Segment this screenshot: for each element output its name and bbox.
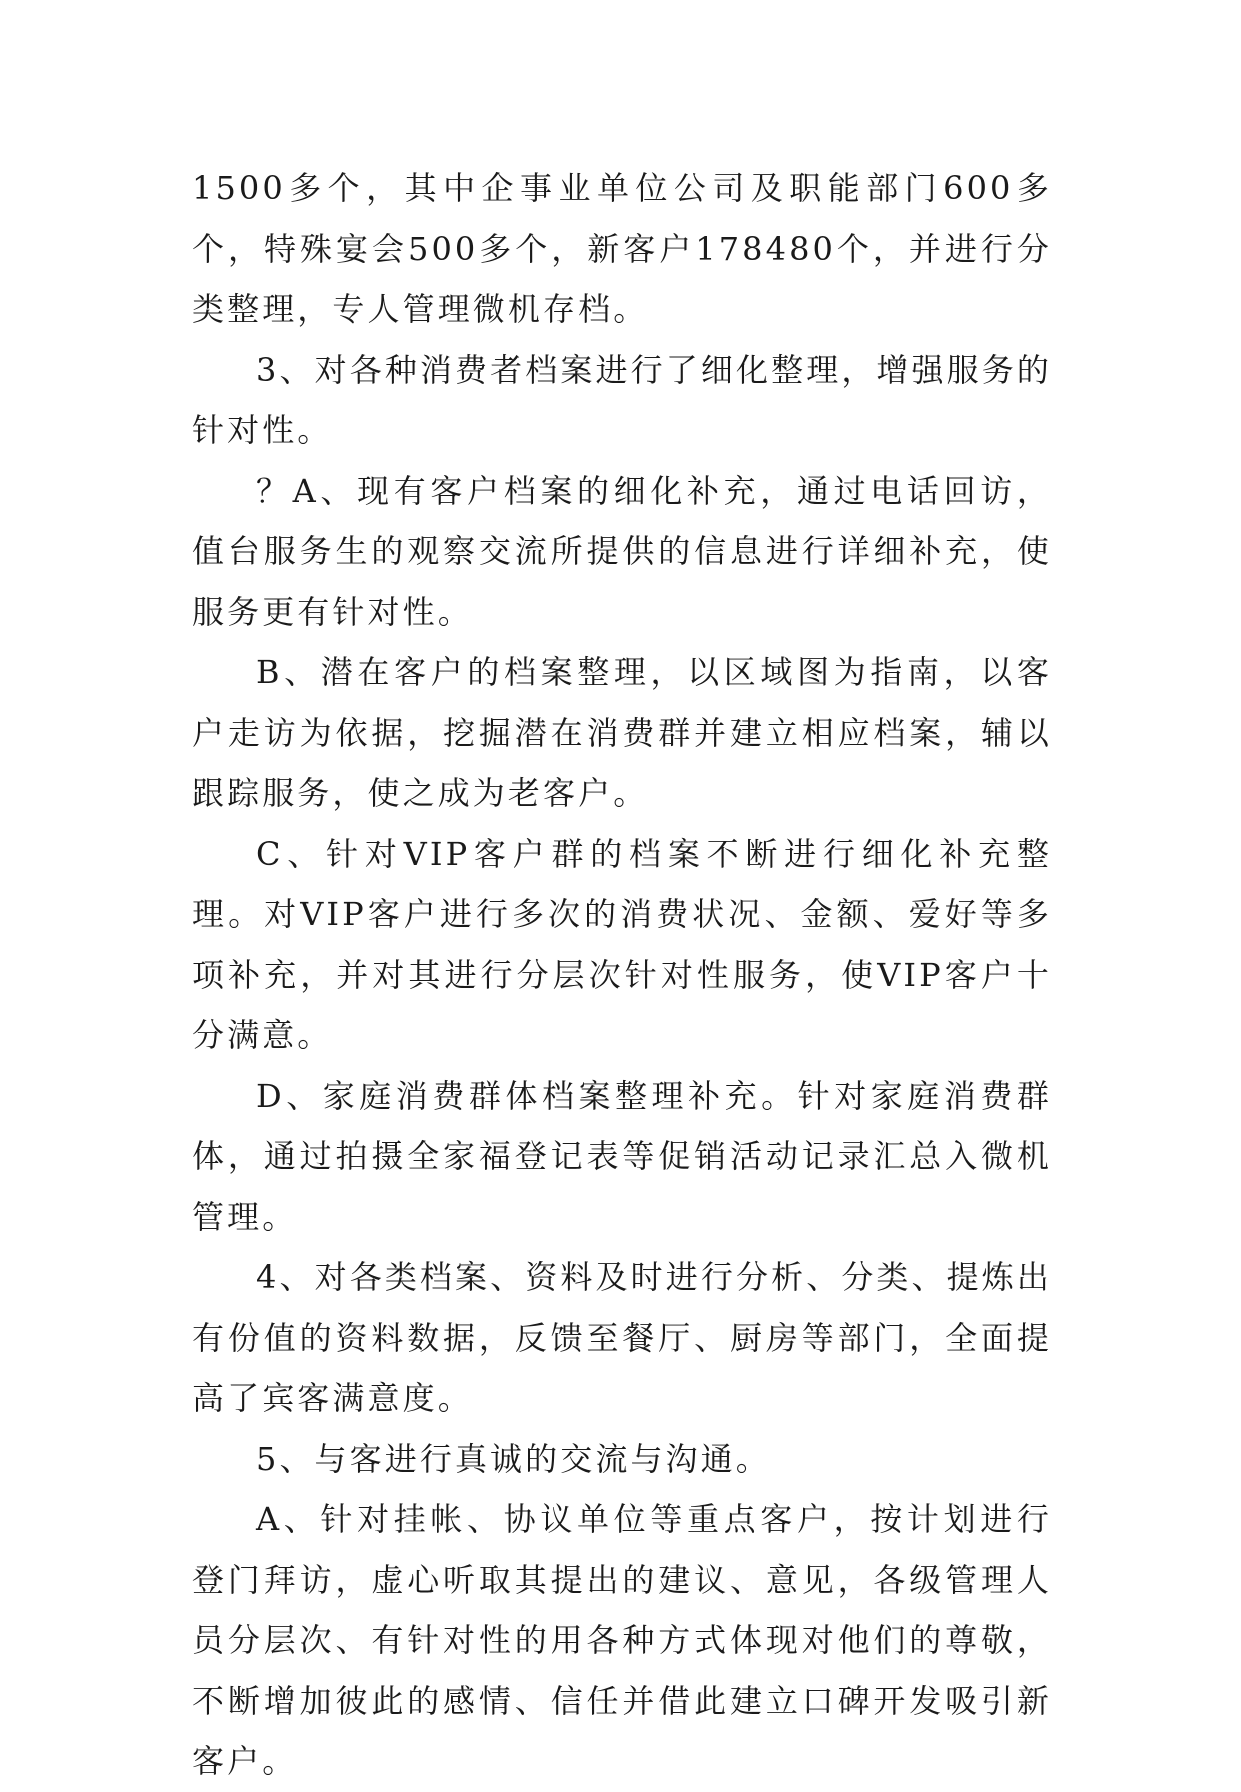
paragraph-item-4: 4、对各类档案、资料及时进行分析、分类、提炼出有份值的资料数据，反馈至餐厅、厨房等部门，全面提高了宾客满意度。: [192, 1258, 1052, 1417]
paragraph-item-3: 3、对各种消费者档案进行了细化整理，增强服务的针对性。: [192, 350, 1052, 449]
paragraph-item-5: 5、与客进行真诚的交流与沟通。: [256, 1439, 771, 1478]
paragraph-item-3d: D、家庭消费群体档案整理补充。针对家庭消费群体，通过拍摄全家福登记表等促销活动记录汇总入微机管理。: [192, 1076, 1052, 1236]
paragraph-item-5a: A、针对挂帐、协议单位等重点客户，按计划进行登门拜访，虚心听取其提出的建议、意见，各级管理人员分层次、有针对性的用各种方式体现对他们的尊敬，不断增加彼此的感情、信任并借此建立口碑开发吸引新客户。: [192, 1500, 1052, 1780]
paragraph-item-3c: C、针对VIP客户群的档案不断进行细化补充整理。对VIP客户进行多次的消费状况、金额、爱好等多项补充，并对其进行分层次针对性服务，使VIP客户十分满意。: [192, 834, 1052, 1054]
document-body: [192, 158, 1052, 1792]
paragraph-customer-stats: 1500多个，其中企事业单位公司及职能部门600多个，特殊宴会500多个，新客户178480个，并进行分类整理，专人管理微机存档。: [192, 169, 1052, 328]
paragraph-item-3b: B、潜在客户的档案整理，以区域图为指南，以客户走访为依据，挖掘潜在消费群并建立相应档案，辅以跟踪服务，使之成为老客户。: [192, 653, 1052, 812]
paragraph-item-3a: ？A、现有客户档案的细化补充，通过电话回访，值台服务生的观察交流所提供的信息进行详细补充，使服务更有针对性。: [192, 471, 1052, 631]
